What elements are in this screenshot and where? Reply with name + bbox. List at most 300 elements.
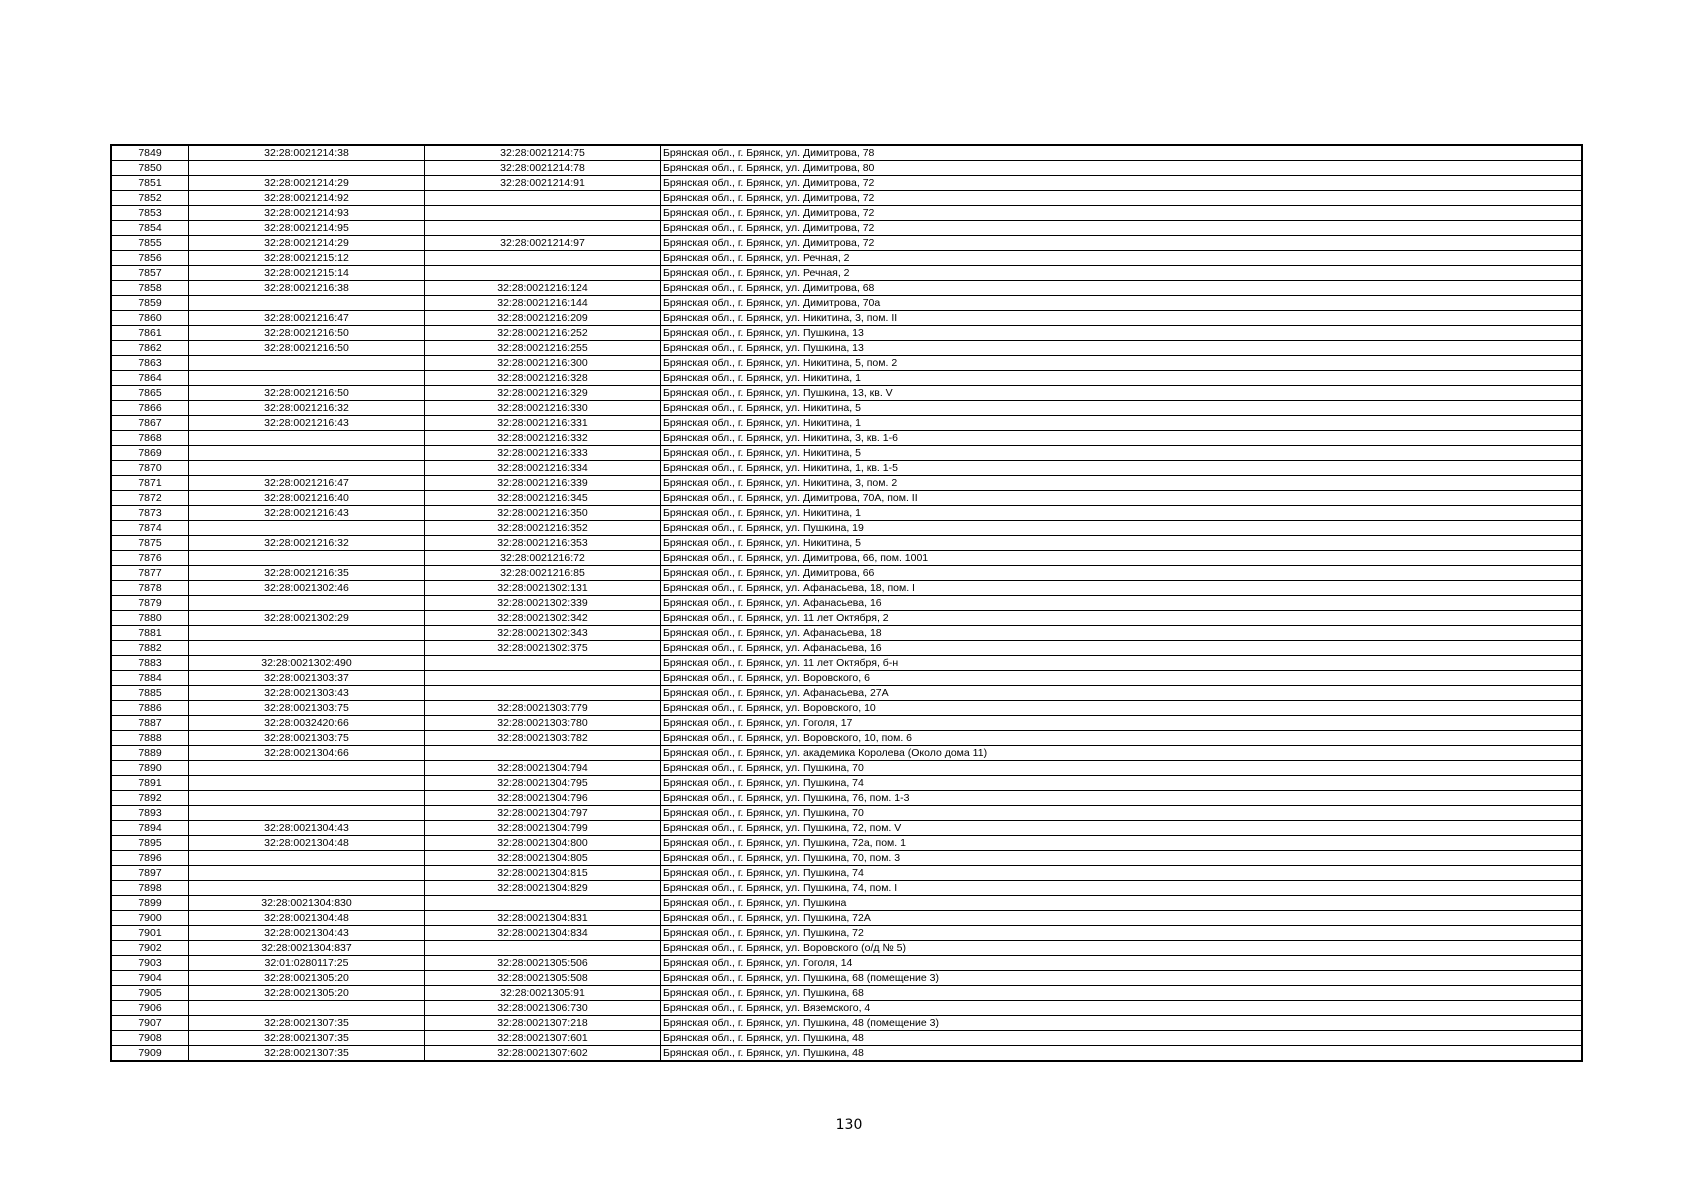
table-row [111,311,1582,326]
table-row [111,596,1582,611]
object-number-cell [425,251,661,266]
parcel-number-cell [189,866,425,881]
address-cell: Брянская обл., г. Брянск, ул. Димитрова, 80 [661,161,1583,176]
object-number-cell: 32:28:0021216:350 [425,506,661,521]
object-number-cell [425,686,661,701]
object-number-cell: 32:28:0021216:339 [425,476,661,491]
object-number-cell: 32:28:0021304:799 [425,821,661,836]
table-row [111,761,1582,776]
object-number-cell [425,746,661,761]
address-cell: Брянская обл., г. Брянск, ул. Пушкина, 72А [661,911,1583,926]
table-row [111,386,1582,401]
table-row [111,926,1582,941]
object-number-cell: 32:28:0021307:602 [425,1046,661,1062]
object-number-cell: 32:28:0021216:124 [425,281,661,296]
address-cell: Брянская обл., г. Брянск, ул. Никитина, 5, пом. 2 [661,356,1583,371]
table-row [111,626,1582,641]
row-number-cell: 7861 [111,326,189,341]
row-number-cell: 7885 [111,686,189,701]
row-number-cell: 7894 [111,821,189,836]
object-number-cell: 32:28:0021304:797 [425,806,661,821]
parcel-number-cell [189,791,425,806]
object-number-cell: 32:28:0021304:796 [425,791,661,806]
parcel-number-cell: 32:28:0021307:35 [189,1046,425,1062]
table-row [111,521,1582,536]
row-number-cell: 7860 [111,311,189,326]
table-row [111,686,1582,701]
address-cell: Брянская обл., г. Брянск, ул. Димитрова, 66, пом. 1001 [661,551,1583,566]
address-cell: Брянская обл., г. Брянск, ул. Афанасьева, 16 [661,641,1583,656]
parcel-number-cell: 32:28:0032420:66 [189,716,425,731]
row-number-cell: 7901 [111,926,189,941]
object-number-cell: 32:28:0021306:730 [425,1001,661,1016]
row-number-cell: 7867 [111,416,189,431]
table-row [111,701,1582,716]
table-row [111,566,1582,581]
object-number-cell: 32:28:0021302:343 [425,626,661,641]
table-row [111,806,1582,821]
parcel-number-cell: 32:28:0021302:46 [189,581,425,596]
parcel-number-cell: 32:28:0021304:837 [189,941,425,956]
address-cell: Брянская обл., г. Брянск, ул. академика Королева (Около дома 11) [661,746,1583,761]
row-number-cell: 7853 [111,206,189,221]
table-row [111,956,1582,971]
table-row [111,746,1582,761]
parcel-number-cell [189,296,425,311]
object-number-cell: 32:28:0021304:834 [425,926,661,941]
parcel-number-cell: 32:28:0021216:50 [189,386,425,401]
parcel-number-cell: 32:28:0021304:48 [189,836,425,851]
parcel-number-cell [189,521,425,536]
table-row [111,881,1582,896]
table-row [111,866,1582,881]
object-number-cell: 32:28:0021304:829 [425,881,661,896]
table-row [111,551,1582,566]
row-number-cell: 7850 [111,161,189,176]
parcel-number-cell: 32:28:0021216:47 [189,476,425,491]
row-number-cell: 7891 [111,776,189,791]
row-number-cell: 7895 [111,836,189,851]
parcel-number-cell: 32:28:0021216:47 [189,311,425,326]
parcel-number-cell: 32:28:0021215:14 [189,266,425,281]
parcel-number-cell: 32:28:0021304:66 [189,746,425,761]
row-number-cell: 7866 [111,401,189,416]
parcel-number-cell: 32:28:0021304:43 [189,821,425,836]
parcel-number-cell: 32:28:0021216:35 [189,566,425,581]
object-number-cell: 32:28:0021216:332 [425,431,661,446]
row-number-cell: 7890 [111,761,189,776]
address-cell: Брянская обл., г. Брянск, ул. Речная, 2 [661,251,1583,266]
object-number-cell: 32:28:0021216:144 [425,296,661,311]
object-number-cell: 32:28:0021304:815 [425,866,661,881]
object-number-cell: 32:28:0021302:131 [425,581,661,596]
object-number-cell: 32:28:0021303:782 [425,731,661,746]
row-number-cell: 7880 [111,611,189,626]
object-number-cell [425,206,661,221]
address-cell: Брянская обл., г. Брянск, ул. Пушкина, 48 [661,1046,1583,1062]
row-number-cell: 7905 [111,986,189,1001]
address-cell: Брянская обл., г. Брянск, ул. Вяземского, 4 [661,1001,1583,1016]
row-number-cell: 7876 [111,551,189,566]
object-number-cell: 32:28:0021214:78 [425,161,661,176]
parcel-number-cell: 32:28:0021216:38 [189,281,425,296]
parcel-number-cell: 32:28:0021216:43 [189,506,425,521]
object-number-cell: 32:28:0021304:800 [425,836,661,851]
parcel-number-cell: 32:28:0021216:32 [189,401,425,416]
row-number-cell: 7873 [111,506,189,521]
row-number-cell: 7868 [111,431,189,446]
table-row [111,536,1582,551]
page-number: 130 [835,1117,863,1133]
row-number-cell: 7896 [111,851,189,866]
row-number-cell: 7899 [111,896,189,911]
table-row [111,341,1582,356]
address-cell: Брянская обл., г. Брянск, ул. Димитрова, 72 [661,221,1583,236]
parcel-number-cell [189,776,425,791]
table-row [111,911,1582,926]
row-number-cell: 7883 [111,656,189,671]
object-number-cell: 32:28:0021216:85 [425,566,661,581]
table-row [111,266,1582,281]
row-number-cell: 7877 [111,566,189,581]
parcel-number-cell [189,356,425,371]
address-cell: Брянская обл., г. Брянск, ул. Пушкина, 13 [661,341,1583,356]
address-cell: Брянская обл., г. Брянск, ул. Пушкина, 13 [661,326,1583,341]
parcel-number-cell: 32:28:0021303:37 [189,671,425,686]
parcel-number-cell [189,551,425,566]
object-number-cell: 32:28:0021304:794 [425,761,661,776]
object-number-cell: 32:28:0021216:329 [425,386,661,401]
table-row [111,731,1582,746]
table-row [111,716,1582,731]
row-number-cell: 7869 [111,446,189,461]
table-row [111,251,1582,266]
table-row [111,431,1582,446]
object-number-cell [425,191,661,206]
object-number-cell: 32:28:0021303:779 [425,701,661,716]
table-row [111,236,1582,251]
row-number-cell: 7862 [111,341,189,356]
row-number-cell: 7900 [111,911,189,926]
table-row [111,1001,1582,1016]
address-cell: Брянская обл., г. Брянск, ул. Афанасьева, 18 [661,626,1583,641]
address-cell: Брянская обл., г. Брянск, ул. Димитрова, 78 [661,145,1583,161]
row-number-cell: 7875 [111,536,189,551]
row-number-cell: 7881 [111,626,189,641]
object-number-cell: 32:28:0021302:375 [425,641,661,656]
parcel-number-cell: 32:28:0021216:43 [189,416,425,431]
table-row [111,581,1582,596]
parcel-number-cell: 32:28:0021304:48 [189,911,425,926]
row-number-cell: 7874 [111,521,189,536]
object-number-cell: 32:28:0021304:805 [425,851,661,866]
parcel-number-cell: 32:28:0021214:29 [189,176,425,191]
object-number-cell: 32:28:0021216:330 [425,401,661,416]
address-cell: Брянская обл., г. Брянск, ул. Воровского, 10, пом. 6 [661,731,1583,746]
object-number-cell: 32:28:0021216:209 [425,311,661,326]
parcel-number-cell: 32:28:0021214:38 [189,145,425,161]
address-cell: Брянская обл., г. Брянск, ул. Пушкина, 68 (помещение 3) [661,971,1583,986]
address-cell: Брянская обл., г. Брянск, ул. Пушкина, 72 [661,926,1583,941]
object-number-cell: 32:28:0021216:328 [425,371,661,386]
table-row [111,971,1582,986]
table-row [111,206,1582,221]
table-row [111,671,1582,686]
address-cell: Брянская обл., г. Брянск, ул. Димитрова, 72 [661,176,1583,191]
address-cell: Брянская обл., г. Брянск, ул. Речная, 2 [661,266,1583,281]
row-number-cell: 7855 [111,236,189,251]
address-cell: Брянская обл., г. Брянск, ул. Пушкина, 48 (помещение 3) [661,1016,1583,1031]
object-number-cell [425,896,661,911]
object-number-cell: 32:28:0021304:795 [425,776,661,791]
registry-table [110,144,1583,1062]
object-number-cell: 32:28:0021305:508 [425,971,661,986]
address-cell: Брянская обл., г. Брянск, ул. Димитрова, 72 [661,236,1583,251]
address-cell: Брянская обл., г. Брянск, ул. Пушкина, 74, пом. I [661,881,1583,896]
address-cell: Брянская обл., г. Брянск, ул. Никитина, 5 [661,401,1583,416]
address-cell: Брянская обл., г. Брянск, ул. Афанасьева, 16 [661,596,1583,611]
address-cell: Брянская обл., г. Брянск, ул. Никитина, 3, пом. 2 [661,476,1583,491]
address-cell: Брянская обл., г. Брянск, ул. Димитрова, 72 [661,206,1583,221]
address-cell: Брянская обл., г. Брянск, ул. Гоголя, 17 [661,716,1583,731]
address-cell: Брянская обл., г. Брянск, ул. Никитина, 1 [661,371,1583,386]
object-number-cell: 32:28:0021216:252 [425,326,661,341]
table-row [111,161,1582,176]
parcel-number-cell: 32:28:0021216:32 [189,536,425,551]
parcel-number-cell: 32:28:0021214:29 [189,236,425,251]
table-row [111,851,1582,866]
table-row [111,791,1582,806]
row-number-cell: 7856 [111,251,189,266]
parcel-number-cell: 32:28:0021307:35 [189,1016,425,1031]
parcel-number-cell [189,641,425,656]
row-number-cell: 7892 [111,791,189,806]
address-cell: Брянская обл., г. Брянск, ул. Димитрова, 68 [661,281,1583,296]
parcel-number-cell: 32:28:0021216:50 [189,341,425,356]
address-cell: Брянская обл., г. Брянск, ул. Афанасьева, 18, пом. I [661,581,1583,596]
object-number-cell: 32:28:0021216:345 [425,491,661,506]
row-number-cell: 7858 [111,281,189,296]
row-number-cell: 7872 [111,491,189,506]
row-number-cell: 7897 [111,866,189,881]
row-number-cell: 7908 [111,1031,189,1046]
table-row [111,221,1582,236]
address-cell: Брянская обл., г. Брянск, ул. Никитина, 5 [661,446,1583,461]
parcel-number-cell: 32:28:0021215:12 [189,251,425,266]
row-number-cell: 7907 [111,1016,189,1031]
parcel-number-cell: 32:28:0021214:93 [189,206,425,221]
object-number-cell: 32:28:0021216:300 [425,356,661,371]
parcel-number-cell [189,161,425,176]
row-number-cell: 7888 [111,731,189,746]
parcel-number-cell [189,761,425,776]
table-row [111,416,1582,431]
parcel-number-cell: 32:28:0021303:75 [189,731,425,746]
table-row [111,641,1582,656]
row-number-cell: 7863 [111,356,189,371]
row-number-cell: 7903 [111,956,189,971]
address-cell: Брянская обл., г. Брянск, ул. Пушкина, 70 [661,761,1583,776]
parcel-number-cell: 32:28:0021307:35 [189,1031,425,1046]
address-cell: Брянская обл., г. Брянск, ул. Воровского, 6 [661,671,1583,686]
object-number-cell: 32:28:0021216:255 [425,341,661,356]
row-number-cell: 7864 [111,371,189,386]
object-number-cell [425,221,661,236]
row-number-cell: 7909 [111,1046,189,1062]
object-number-cell: 32:28:0021216:353 [425,536,661,551]
parcel-number-cell [189,626,425,641]
object-number-cell: 32:28:0021216:352 [425,521,661,536]
object-number-cell: 32:28:0021214:91 [425,176,661,191]
table-row [111,506,1582,521]
address-cell: Брянская обл., г. Брянск, ул. Димитрова, 70А, пом. II [661,491,1583,506]
table-row [111,986,1582,1001]
parcel-number-cell: 32:28:0021305:20 [189,986,425,1001]
address-cell: Брянская обл., г. Брянск, ул. Пушкина, 70, пом. 3 [661,851,1583,866]
row-number-cell: 7904 [111,971,189,986]
row-number-cell: 7884 [111,671,189,686]
table-row [111,145,1582,161]
parcel-number-cell [189,851,425,866]
address-cell: Брянская обл., г. Брянск, ул. Воровского, 10 [661,701,1583,716]
row-number-cell: 7852 [111,191,189,206]
table-row [111,836,1582,851]
parcel-number-cell: 32:28:0021304:43 [189,926,425,941]
parcel-number-cell: 32:28:0021305:20 [189,971,425,986]
table-row [111,1016,1582,1031]
object-number-cell: 32:28:0021214:75 [425,145,661,161]
table-row [111,446,1582,461]
parcel-number-cell [189,596,425,611]
address-cell: Брянская обл., г. Брянск, ул. Гоголя, 14 [661,956,1583,971]
object-number-cell: 32:28:0021214:97 [425,236,661,251]
object-number-cell: 32:28:0021305:506 [425,956,661,971]
parcel-number-cell [189,881,425,896]
parcel-number-cell: 32:28:0021303:43 [189,686,425,701]
table-row [111,1046,1582,1062]
object-number-cell: 32:28:0021305:91 [425,986,661,1001]
address-cell: Брянская обл., г. Брянск, ул. Никитина, 1 [661,416,1583,431]
address-cell: Брянская обл., г. Брянск, ул. Афанасьева, 27А [661,686,1583,701]
row-number-cell: 7882 [111,641,189,656]
row-number-cell: 7849 [111,145,189,161]
object-number-cell: 32:28:0021302:339 [425,596,661,611]
table-row [111,656,1582,671]
row-number-cell: 7886 [111,701,189,716]
object-number-cell: 32:28:0021304:831 [425,911,661,926]
object-number-cell: 32:28:0021302:342 [425,611,661,626]
address-cell: Брянская обл., г. Брянск, ул. Димитрова, 66 [661,566,1583,581]
parcel-number-cell: 32:28:0021216:50 [189,326,425,341]
row-number-cell: 7870 [111,461,189,476]
address-cell: Брянская обл., г. Брянск, ул. Пушкина, 70 [661,806,1583,821]
table-row [111,611,1582,626]
row-number-cell: 7859 [111,296,189,311]
registry-table-body [111,145,1582,1061]
object-number-cell: 32:28:0021216:334 [425,461,661,476]
table-row [111,191,1582,206]
object-number-cell [425,656,661,671]
address-cell: Брянская обл., г. Брянск, ул. Пушкина, 68 [661,986,1583,1001]
address-cell: Брянская обл., г. Брянск, ул. Воровского (о/д № 5) [661,941,1583,956]
address-cell: Брянская обл., г. Брянск, ул. Пушкина, 72а, пом. 1 [661,836,1583,851]
table-row [111,371,1582,386]
table-row [111,296,1582,311]
row-number-cell: 7857 [111,266,189,281]
parcel-number-cell: 32:28:0021304:830 [189,896,425,911]
table-row [111,461,1582,476]
address-cell: Брянская обл., г. Брянск, ул. Никитина, 1 [661,506,1583,521]
table-row [111,356,1582,371]
row-number-cell: 7898 [111,881,189,896]
parcel-number-cell [189,371,425,386]
row-number-cell: 7879 [111,596,189,611]
address-cell: Брянская обл., г. Брянск, ул. Пушкина, 48 [661,1031,1583,1046]
address-cell: Брянская обл., г. Брянск, ул. Никитина, 3, пом. II [661,311,1583,326]
row-number-cell: 7851 [111,176,189,191]
parcel-number-cell [189,461,425,476]
parcel-number-cell [189,431,425,446]
table-row [111,1031,1582,1046]
table-row [111,776,1582,791]
address-cell: Брянская обл., г. Брянск, ул. 11 лет Октября, б-н [661,656,1583,671]
object-number-cell [425,671,661,686]
parcel-number-cell [189,806,425,821]
table-row [111,896,1582,911]
object-number-cell [425,266,661,281]
table-row [111,281,1582,296]
object-number-cell: 32:28:0021307:218 [425,1016,661,1031]
object-number-cell [425,941,661,956]
row-number-cell: 7906 [111,1001,189,1016]
address-cell: Брянская обл., г. Брянск, ул. Никитина, 3, кв. 1-6 [661,431,1583,446]
row-number-cell: 7902 [111,941,189,956]
address-cell: Брянская обл., г. Брянск, ул. Никитина, 5 [661,536,1583,551]
address-cell: Брянская обл., г. Брянск, ул. Димитрова, 70а [661,296,1583,311]
address-cell: Брянская обл., г. Брянск, ул. 11 лет Октября, 2 [661,611,1583,626]
address-cell: Брянская обл., г. Брянск, ул. Пушкина, 19 [661,521,1583,536]
address-cell: Брянская обл., г. Брянск, ул. Пушкина, 74 [661,776,1583,791]
address-cell: Брянская обл., г. Брянск, ул. Димитрова, 72 [661,191,1583,206]
address-cell: Брянская обл., г. Брянск, ул. Никитина, 1, кв. 1-5 [661,461,1583,476]
row-number-cell: 7889 [111,746,189,761]
address-cell: Брянская обл., г. Брянск, ул. Пушкина [661,896,1583,911]
object-number-cell: 32:28:0021307:601 [425,1031,661,1046]
table-row [111,821,1582,836]
row-number-cell: 7854 [111,221,189,236]
address-cell: Брянская обл., г. Брянск, ул. Пушкина, 72, пом. V [661,821,1583,836]
object-number-cell: 32:28:0021216:333 [425,446,661,461]
table-row [111,941,1582,956]
parcel-number-cell: 32:28:0021302:490 [189,656,425,671]
table-row [111,401,1582,416]
row-number-cell: 7878 [111,581,189,596]
parcel-number-cell [189,1001,425,1016]
parcel-number-cell [189,446,425,461]
table-row [111,476,1582,491]
table-row [111,491,1582,506]
table-row [111,326,1582,341]
parcel-number-cell: 32:28:0021216:40 [189,491,425,506]
parcel-number-cell: 32:28:0021303:75 [189,701,425,716]
address-cell: Брянская обл., г. Брянск, ул. Пушкина, 74 [661,866,1583,881]
parcel-number-cell: 32:01:0280117:25 [189,956,425,971]
object-number-cell: 32:28:0021216:72 [425,551,661,566]
object-number-cell: 32:28:0021303:780 [425,716,661,731]
parcel-number-cell: 32:28:0021302:29 [189,611,425,626]
address-cell: Брянская обл., г. Брянск, ул. Пушкина, 76, пом. 1-3 [661,791,1583,806]
row-number-cell: 7887 [111,716,189,731]
